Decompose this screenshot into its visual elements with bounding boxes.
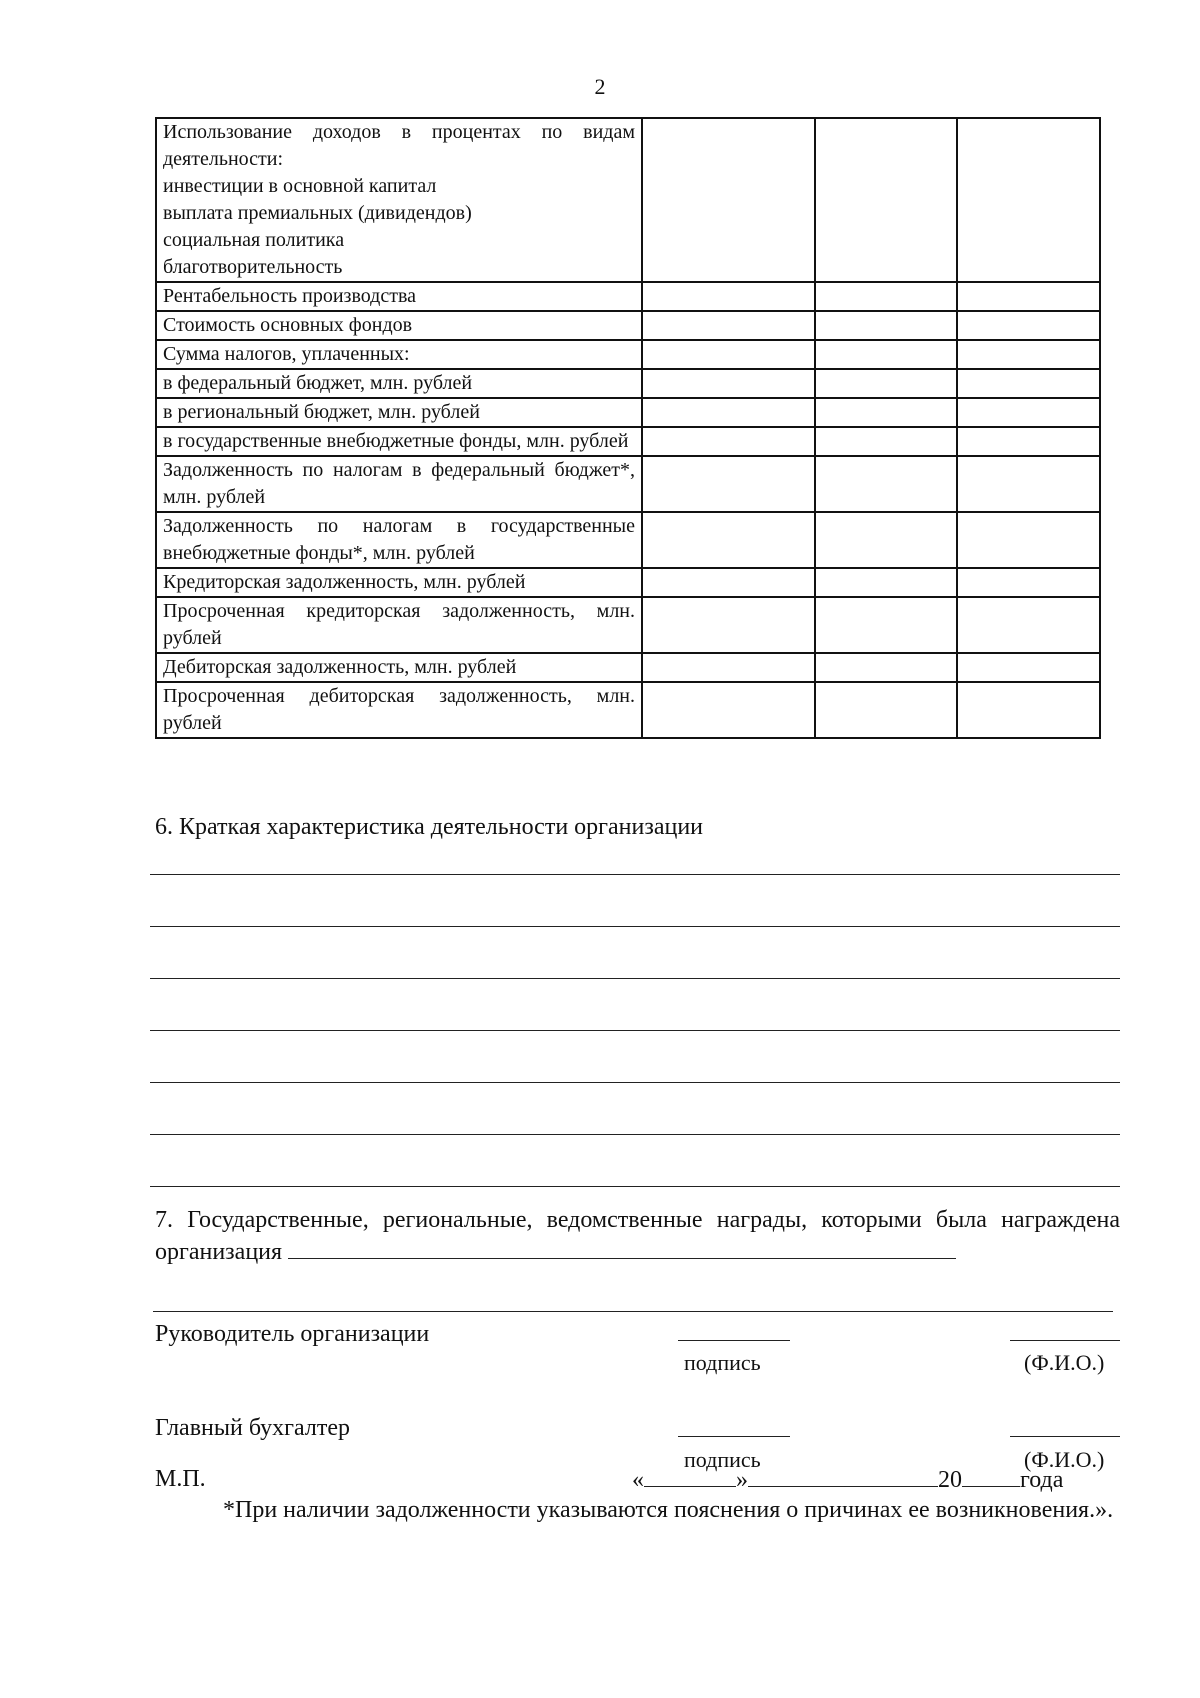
- chief-accountant-label: Главный бухгалтер: [155, 1415, 350, 1441]
- value-cell-3[interactable]: [957, 282, 1100, 311]
- indicator-label-line: Рентабельность производства: [163, 285, 417, 307]
- indicator-label-line: Задолженность по налогам в федеральный бюджет*, млн. рублей: [163, 459, 635, 508]
- date-line: [632, 1464, 1063, 1495]
- head-name-caption: (Ф.И.О.): [1024, 1350, 1105, 1375]
- answer-line[interactable]: [150, 1186, 1120, 1187]
- financial-indicators-table: [155, 117, 1101, 739]
- section-7-text: 7. Государственные, региональные, ведомственные награды, которыми была награждена организация: [155, 1207, 1120, 1265]
- value-cell-2[interactable]: [815, 512, 957, 568]
- value-cell-3[interactable]: [957, 369, 1100, 398]
- value-cell-2[interactable]: [815, 597, 957, 653]
- head-signature-caption: подпись: [684, 1350, 761, 1375]
- indicator-label-line: в федеральный бюджет, млн. рублей: [163, 372, 473, 394]
- value-cell-1[interactable]: [642, 597, 815, 653]
- value-cell-2[interactable]: [815, 427, 957, 456]
- indicator-label-line: Кредиторская задолженность, млн. рублей: [163, 571, 526, 593]
- answer-line[interactable]: [150, 874, 1120, 875]
- table-row: [156, 427, 1100, 456]
- answer-line[interactable]: [150, 1134, 1120, 1135]
- value-cell-2[interactable]: [815, 682, 957, 738]
- head-signature-line[interactable]: [678, 1340, 790, 1341]
- value-cell-3[interactable]: [957, 568, 1100, 597]
- value-cell-3[interactable]: [957, 311, 1100, 340]
- value-cell-1[interactable]: [642, 282, 815, 311]
- value-cell-1[interactable]: [642, 512, 815, 568]
- month-blank-field[interactable]: [748, 1464, 938, 1487]
- table-row: [156, 282, 1100, 311]
- indicator-label-line: социальная политика: [163, 229, 345, 251]
- indicator-label-line: в государственные внебюджетные фонды, млн. рублей: [163, 430, 629, 452]
- year-suffix: года: [1020, 1467, 1064, 1493]
- value-cell-3[interactable]: [957, 118, 1100, 282]
- section-7-awards: [155, 1205, 1120, 1268]
- value-cell-1[interactable]: [642, 118, 815, 282]
- answer-line[interactable]: [150, 1030, 1120, 1031]
- indicator-label-line: Сумма налогов, уплаченных:: [163, 343, 410, 365]
- footnote: *При наличии задолженности указываются пояснения о причинах ее возникновения.».: [223, 1497, 1114, 1523]
- indicator-label: [156, 311, 642, 340]
- indicator-label-line: Просроченная дебиторская задолженность, млн. рублей: [163, 685, 635, 734]
- table-row: [156, 682, 1100, 738]
- value-cell-2[interactable]: [815, 369, 957, 398]
- indicator-label: [156, 512, 642, 568]
- awards-continuation-line[interactable]: [153, 1311, 1113, 1312]
- table-row: [156, 369, 1100, 398]
- value-cell-3[interactable]: [957, 398, 1100, 427]
- value-cell-1[interactable]: [642, 682, 815, 738]
- accountant-name-line[interactable]: [1010, 1436, 1120, 1437]
- accountant-signature-caption: подпись: [684, 1447, 761, 1472]
- table-row: [156, 456, 1100, 512]
- value-cell-1[interactable]: [642, 653, 815, 682]
- indicator-label: [156, 369, 642, 398]
- value-cell-2[interactable]: [815, 653, 957, 682]
- value-cell-2[interactable]: [815, 456, 957, 512]
- value-cell-2[interactable]: [815, 118, 957, 282]
- day-blank-field[interactable]: [644, 1464, 736, 1487]
- indicator-label-line: Использование доходов в процентах по видам деятельности:: [163, 121, 635, 170]
- value-cell-2[interactable]: [815, 568, 957, 597]
- indicator-label-line: Просроченная кредиторская задолженность, млн. рублей: [163, 600, 635, 649]
- head-of-organization-label: Руководитель организации: [155, 1321, 430, 1347]
- answer-line[interactable]: [150, 926, 1120, 927]
- accountant-name-caption: (Ф.И.О.): [1024, 1447, 1105, 1472]
- table-row: [156, 568, 1100, 597]
- value-cell-3[interactable]: [957, 682, 1100, 738]
- indicator-label-line: благотворительность: [163, 256, 343, 278]
- indicator-label: [156, 398, 642, 427]
- indicator-label: [156, 118, 642, 282]
- table-row: [156, 118, 1100, 282]
- indicator-label-line: в региональный бюджет, млн. рублей: [163, 401, 480, 423]
- table-row: [156, 653, 1100, 682]
- value-cell-1[interactable]: [642, 427, 815, 456]
- value-cell-2[interactable]: [815, 398, 957, 427]
- indicator-label: [156, 682, 642, 738]
- table-row: [156, 512, 1100, 568]
- date-quote-open: «: [632, 1467, 644, 1493]
- accountant-signature-line[interactable]: [678, 1436, 790, 1437]
- head-name-line[interactable]: [1010, 1340, 1120, 1341]
- indicator-label: [156, 568, 642, 597]
- indicator-label-line: Стоимость основных фондов: [163, 314, 413, 336]
- value-cell-3[interactable]: [957, 340, 1100, 369]
- answer-line[interactable]: [150, 1082, 1120, 1083]
- indicator-label-line: инвестиции в основной капитал: [163, 175, 437, 197]
- year-prefix: 20: [938, 1467, 962, 1493]
- table-row: [156, 340, 1100, 369]
- value-cell-3[interactable]: [957, 456, 1100, 512]
- stamp-place-label: М.П.: [155, 1466, 206, 1492]
- awards-blank-field[interactable]: [288, 1236, 956, 1259]
- value-cell-3[interactable]: [957, 512, 1100, 568]
- value-cell-1[interactable]: [642, 340, 815, 369]
- table-row: [156, 311, 1100, 340]
- value-cell-1[interactable]: [642, 398, 815, 427]
- indicator-label-line: Задолженность по налогам в государственные внебюджетные фонды*, млн. рублей: [163, 515, 635, 564]
- page-number: 2: [594, 74, 606, 99]
- indicator-label: [156, 456, 642, 512]
- value-cell-2[interactable]: [815, 311, 957, 340]
- value-cell-3[interactable]: [957, 653, 1100, 682]
- value-cell-1[interactable]: [642, 568, 815, 597]
- section-6-title: 6. Краткая характеристика деятельности организации: [155, 814, 704, 840]
- indicator-label: [156, 340, 642, 369]
- date-quote-close: »: [736, 1467, 748, 1493]
- indicator-label-line: Дебиторская задолженность, млн. рублей: [163, 656, 517, 678]
- year-blank-field[interactable]: [962, 1464, 1020, 1487]
- value-cell-2[interactable]: [815, 340, 957, 369]
- indicator-label: [156, 597, 642, 653]
- value-cell-2[interactable]: [815, 282, 957, 311]
- indicator-label: [156, 282, 642, 311]
- value-cell-3[interactable]: [957, 597, 1100, 653]
- value-cell-1[interactable]: [642, 456, 815, 512]
- value-cell-1[interactable]: [642, 311, 815, 340]
- value-cell-1[interactable]: [642, 369, 815, 398]
- table-row: [156, 398, 1100, 427]
- value-cell-3[interactable]: [957, 427, 1100, 456]
- table-row: [156, 597, 1100, 653]
- indicator-label: [156, 653, 642, 682]
- indicator-label-line: выплата премиальных (дивидендов): [163, 202, 472, 224]
- answer-line[interactable]: [150, 978, 1120, 979]
- indicator-label: [156, 427, 642, 456]
